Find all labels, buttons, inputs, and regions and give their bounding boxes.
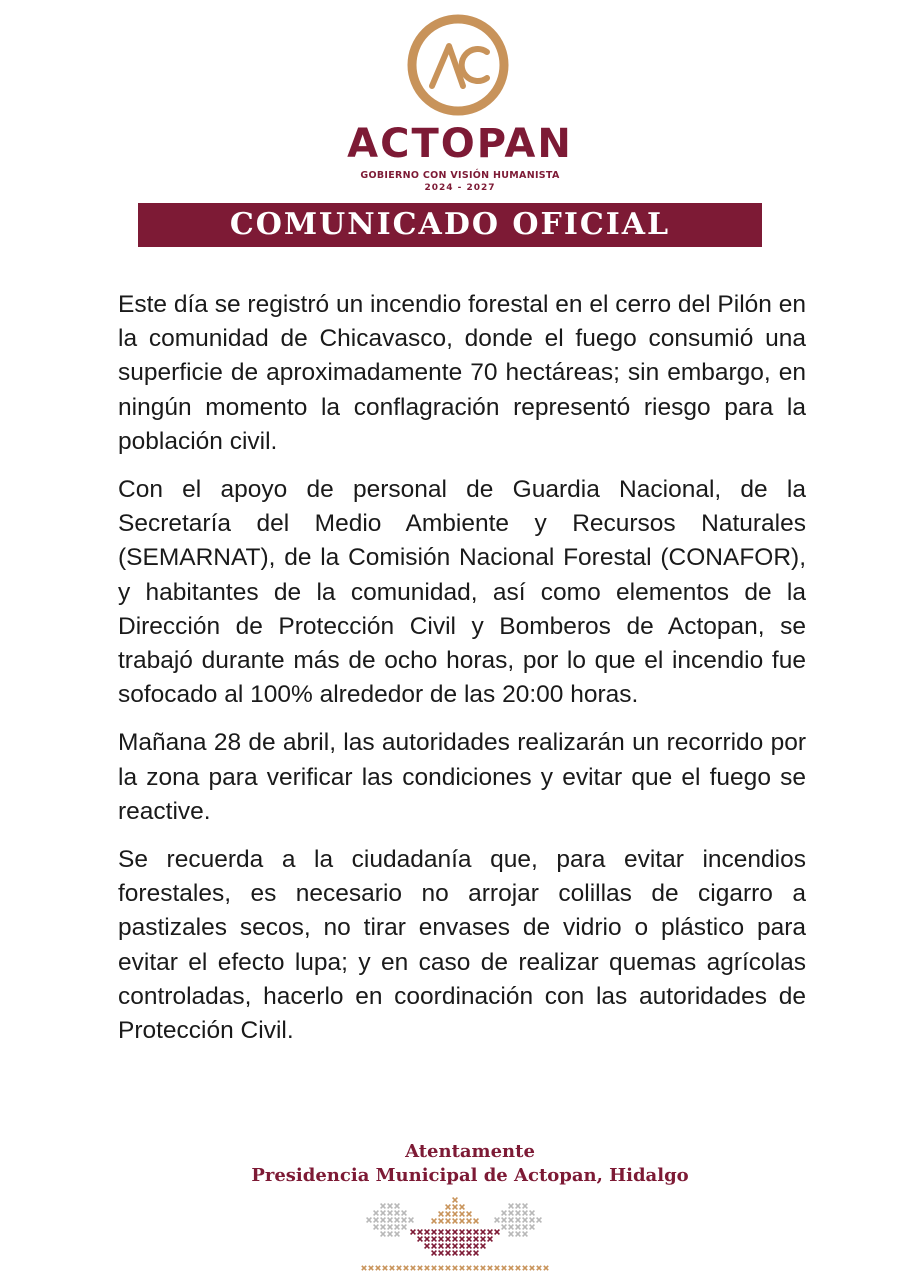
slogan: GOBIERNO CON VISIÓN HUMANISTA <box>360 170 560 181</box>
signature: Presidencia Municipal de Actopan, Hidalgo <box>251 1165 689 1186</box>
brand-name: ACTOPAN <box>347 121 573 167</box>
paragraph-1: Este día se registró un incendio forestal en el cerro del Pilón en la comunidad de Chicavasco, donde el fuego consumió una superficie de aproximadamente 70 hectáreas; sin embargo, en ningún momento la conflagración representó riesgo para la población civil. <box>118 291 806 455</box>
actopan-logo <box>405 12 511 118</box>
government-years: 2024 - 2027 <box>424 183 496 193</box>
statement-body <box>118 288 806 1062</box>
embroidery-ornament-icon <box>350 1192 560 1276</box>
paragraph-2: Con el apoyo de personal de Guardia Nacional, de la Secretaría del Medio Ambiente y Recursos Naturales (SEMARNAT), de la Comisión Nacional Forestal (CONAFOR), y habitantes de la comunidad, así como elementos de la Dirección de Protección Civil y Bomberos de Actopan, se trabajó durante más de ocho horas, por lo que el incendio fue sofocado al 100% alrededor de las 20:00 horas. <box>118 476 806 709</box>
paragraph-3: Mañana 28 de abril, las autoridades realizarán un recorrido por la zona para verificar las condiciones y evitar que el fuego se reactive. <box>118 729 806 825</box>
closing-block <box>190 1140 750 1188</box>
paragraph-4: Se recuerda a la ciudadanía que, para evitar incendios forestales, es necesario no arrojar colillas de cigarro a pastizales secos, no tirar envases de vidrio o plástico para evitar el efecto lupa; y en caso de realizar quemas agrícolas controladas, hacerlo en coordinación con las autoridades de Protección Civil. <box>118 846 806 1045</box>
banner-title: COMUNICADO OFICIAL <box>138 203 762 247</box>
salutation: Atentamente <box>405 1141 535 1162</box>
